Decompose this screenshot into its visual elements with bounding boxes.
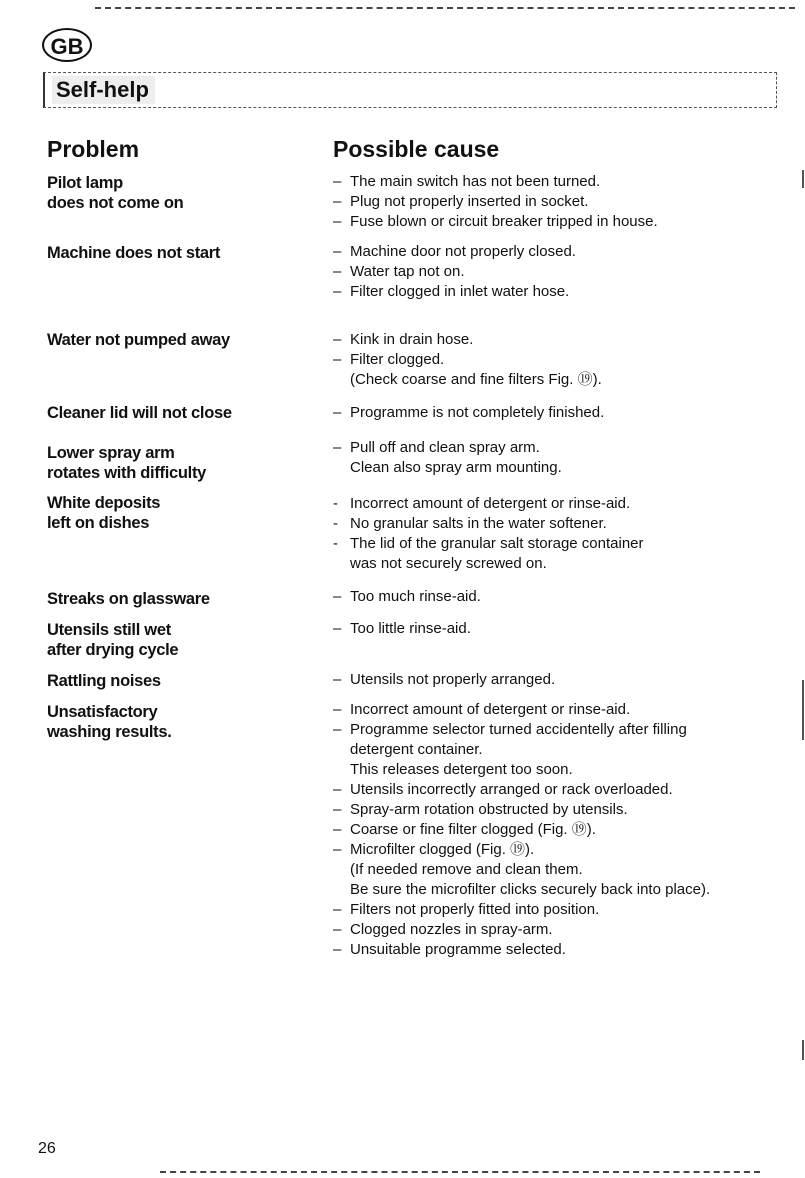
cause-item xyxy=(333,740,793,760)
cause-bullet: - xyxy=(333,535,338,552)
problem-item xyxy=(47,443,312,483)
cause-bullet: – xyxy=(333,821,342,838)
cause-item xyxy=(333,330,793,350)
cause-text: Too much rinse-aid. xyxy=(350,588,481,605)
problem-item xyxy=(47,493,312,533)
cause-list xyxy=(333,330,793,390)
cause-text: Utensils incorrectly arranged or rack overloaded. xyxy=(350,781,673,798)
cause-item xyxy=(333,554,793,574)
cause-text: Coarse or fine filter clogged (Fig. ⑲). xyxy=(350,821,596,838)
problem-text-line: Utensils still wet xyxy=(47,621,171,639)
cause-text: Machine door not properly closed. xyxy=(350,243,576,260)
cause-list xyxy=(333,700,793,960)
scan-edge-mark xyxy=(802,1040,804,1060)
cause-item xyxy=(333,438,793,458)
problem-item xyxy=(47,173,312,213)
cause-text: Incorrect amount of detergent or rinse-aid. xyxy=(350,701,631,718)
cause-bullet: – xyxy=(333,781,342,798)
cause-text: Water tap not on. xyxy=(350,263,465,280)
cause-text: (Check coarse and fine filters Fig. ⑲). xyxy=(350,371,602,388)
cause-list xyxy=(333,494,793,574)
cause-bullet: - xyxy=(333,515,338,532)
problem-text-line: Lower spray arm xyxy=(47,444,175,462)
cause-text: The main switch has not been turned. xyxy=(350,173,601,190)
cause-bullet: – xyxy=(333,671,342,688)
cause-list xyxy=(333,587,793,607)
cause-item xyxy=(333,282,793,302)
cause-bullet: – xyxy=(333,701,342,718)
problem-text-line: washing results. xyxy=(47,723,172,741)
cause-bullet: – xyxy=(333,439,342,456)
cause-item xyxy=(333,860,793,880)
cause-text: Filter clogged in inlet water hose. xyxy=(350,283,570,300)
problem-text-line: Pilot lamp xyxy=(47,174,123,192)
cause-bullet: – xyxy=(333,801,342,818)
cause-text: The lid of the granular salt storage container xyxy=(350,535,644,552)
cause-bullet: – xyxy=(333,620,342,637)
cause-bullet: – xyxy=(333,263,342,280)
cause-column-heading: Possible cause xyxy=(333,136,500,162)
cause-list xyxy=(333,619,793,639)
bottom-edge-rule xyxy=(160,1171,760,1173)
problem-text-line: rotates with difficulty xyxy=(47,464,207,482)
problem-text-line: Unsatisfactory xyxy=(47,703,158,721)
problem-item xyxy=(47,589,312,609)
country-badge: GB xyxy=(42,28,92,62)
cause-item xyxy=(333,587,793,607)
cause-item xyxy=(333,840,793,860)
problem-text-line: White deposits xyxy=(47,494,161,512)
cause-text: Filters not properly fitted into position. xyxy=(350,901,600,918)
cause-item xyxy=(333,619,793,639)
cause-text: Programme is not completely finished. xyxy=(350,404,605,421)
cause-item xyxy=(333,670,793,690)
cause-item xyxy=(333,370,793,390)
cause-text: Plug not properly inserted in socket. xyxy=(350,193,589,210)
problem-text-line: does not come on xyxy=(47,194,184,212)
cause-item xyxy=(333,212,793,232)
cause-item xyxy=(333,700,793,720)
cause-bullet: – xyxy=(333,721,342,738)
cause-text: Incorrect amount of detergent or rinse-aid. xyxy=(350,495,631,512)
problem-item xyxy=(47,330,312,350)
cause-item xyxy=(333,192,793,212)
cause-text: This releases detergent too soon. xyxy=(350,761,573,778)
cause-text: Programme selector turned accidentelly after filling xyxy=(350,721,687,738)
problem-item xyxy=(47,671,312,691)
cause-text: Utensils not properly arranged. xyxy=(350,671,556,688)
cause-text: No granular salts in the water softener. xyxy=(350,515,607,532)
cause-bullet: – xyxy=(333,173,342,190)
problem-column-heading: Problem xyxy=(47,136,140,162)
cause-text: Pull off and clean spray arm. xyxy=(350,439,540,456)
cause-bullet: – xyxy=(333,243,342,260)
cause-item xyxy=(333,720,793,740)
cause-item xyxy=(333,534,793,554)
cause-text: Fuse blown or circuit breaker tripped in house. xyxy=(350,213,658,230)
cause-text: Clean also spray arm mounting. xyxy=(350,459,562,476)
cause-item xyxy=(333,800,793,820)
cause-text: Microfilter clogged (Fig. ⑲). xyxy=(350,841,535,858)
top-edge-rule xyxy=(95,7,795,9)
cause-text: detergent container. xyxy=(350,741,483,758)
problem-item xyxy=(47,620,312,660)
scan-edge-mark xyxy=(802,170,804,188)
cause-bullet: – xyxy=(333,901,342,918)
cause-list xyxy=(333,172,793,232)
problem-item xyxy=(47,702,312,742)
cause-bullet: – xyxy=(333,921,342,938)
cause-item xyxy=(333,242,793,262)
cause-text: Filter clogged. xyxy=(350,351,445,368)
cause-item xyxy=(333,820,793,840)
cause-item xyxy=(333,403,793,423)
problem-text-line: Cleaner lid will not close xyxy=(47,404,232,422)
problem-text-line: Streaks on glassware xyxy=(47,590,210,608)
cause-bullet: – xyxy=(333,404,342,421)
cause-text: Be sure the microfilter clicks securely back into place). xyxy=(350,881,711,898)
problem-item xyxy=(47,243,312,263)
cause-bullet: - xyxy=(333,495,338,512)
cause-text: Too little rinse-aid. xyxy=(350,620,471,637)
problem-text-line: Rattling noises xyxy=(47,672,161,690)
cause-list xyxy=(333,438,793,478)
problem-text-line: Machine does not start xyxy=(47,244,221,262)
cause-item xyxy=(333,350,793,370)
cause-list xyxy=(333,670,793,690)
cause-bullet: – xyxy=(333,588,342,605)
cause-text: Spray-arm rotation obstructed by utensils. xyxy=(350,801,628,818)
cause-text: Kink in drain hose. xyxy=(350,331,474,348)
cause-bullet: – xyxy=(333,213,342,230)
cause-item xyxy=(333,172,793,192)
cause-item xyxy=(333,262,793,282)
scan-edge-mark xyxy=(802,680,804,740)
cause-text: was not securely screwed on. xyxy=(350,555,547,572)
cause-list xyxy=(333,242,793,302)
cause-item xyxy=(333,514,793,534)
cause-bullet: – xyxy=(333,283,342,300)
cause-bullet: – xyxy=(333,351,342,368)
cause-text: (If needed remove and clean them. xyxy=(350,861,583,878)
cause-text: Clogged nozzles in spray-arm. xyxy=(350,921,553,938)
cause-item xyxy=(333,940,793,960)
cause-item xyxy=(333,494,793,514)
problem-text-line: after drying cycle xyxy=(47,641,179,659)
cause-item xyxy=(333,458,793,478)
cause-bullet: – xyxy=(333,193,342,210)
cause-item xyxy=(333,920,793,940)
cause-item xyxy=(333,760,793,780)
cause-bullet: – xyxy=(333,941,342,958)
cause-text: Unsuitable programme selected. xyxy=(350,941,566,958)
cause-item xyxy=(333,900,793,920)
page-number: 26 xyxy=(38,1140,56,1157)
problem-item xyxy=(47,403,312,423)
cause-bullet: – xyxy=(333,331,342,348)
problem-text-line: left on dishes xyxy=(47,514,150,532)
problem-text-line: Water not pumped away xyxy=(47,331,230,349)
section-title: Self-help xyxy=(52,76,155,104)
cause-bullet: – xyxy=(333,841,342,858)
cause-item xyxy=(333,880,793,900)
cause-list xyxy=(333,403,793,423)
cause-item xyxy=(333,780,793,800)
